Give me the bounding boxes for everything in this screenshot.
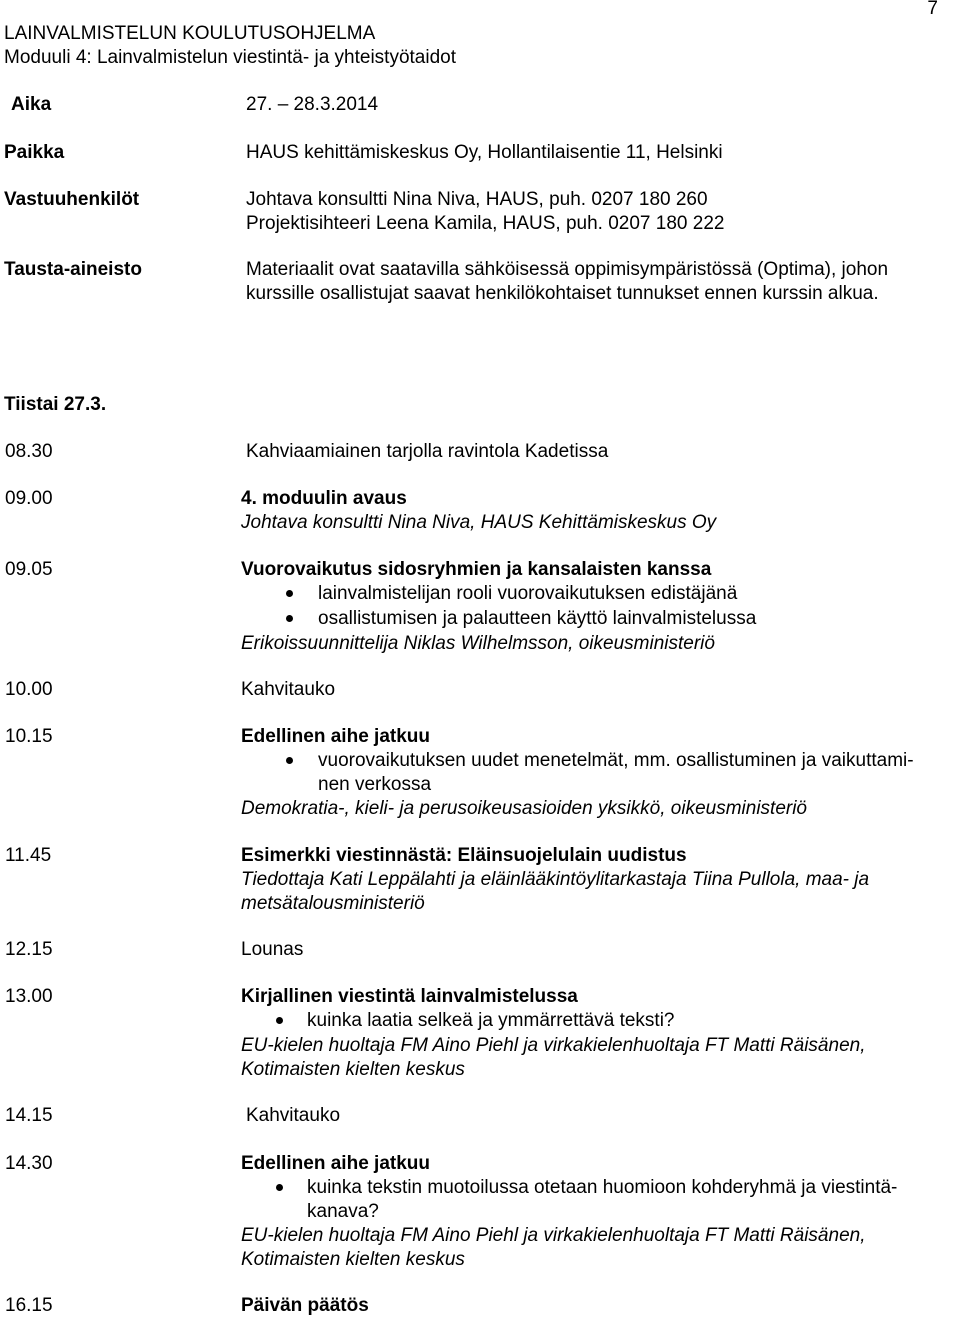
item-1145-speaker-line2: metsätalousministeriö: [241, 893, 425, 914]
time-1000: 10.00: [5, 679, 53, 700]
item-0905-bullet-2: osallistumisen ja palautteen käyttö lainvalmistelussa: [318, 608, 757, 629]
paikka-value: HAUS kehittämiskeskus Oy, Hollantilaisentie 11, Helsinki: [246, 142, 723, 163]
tausta-aineisto-line1: Materiaalit ovat saatavilla sähköisessä oppimisympäristössä (Optima), johon: [246, 259, 889, 280]
bullet-marker: [286, 615, 293, 622]
item-1300-speaker-line1: EU-kielen huoltaja FM Aino Piehl ja virkakielenhuoltaja FT Matti Räisänen,: [241, 1035, 866, 1056]
time-1615: 16.15: [5, 1295, 53, 1316]
page-number: 7: [927, 0, 938, 19]
item-0905-bullet-1: lainvalmistelijan rooli vuorovaikutuksen edistäjänä: [318, 583, 738, 604]
time-0905: 09.05: [5, 559, 53, 580]
bullet-marker: [286, 590, 293, 597]
item-1415-title: Kahvitauko: [246, 1105, 341, 1126]
aika-label: Aika: [11, 94, 52, 115]
bullet-marker: [276, 1184, 283, 1191]
program-title: LAINVALMISTELUN KOULUTUSOHJELMA: [4, 23, 376, 44]
item-0905-speaker: Erikoissuunnittelija Niklas Wilhelmsson, oikeusministeriö: [241, 633, 715, 654]
item-1300-speaker-line2: Kotimaisten kielten keskus: [241, 1059, 465, 1080]
item-1430-speaker-line1: EU-kielen huoltaja FM Aino Piehl ja virkakielenhuoltaja FT Matti Räisänen,: [241, 1225, 866, 1246]
tausta-aineisto-line2: kurssille osallistujat saavat henkilökohtaiset tunnukset ennen kurssin alkua.: [246, 283, 879, 304]
item-1430-speaker-line2: Kotimaisten kielten keskus: [241, 1249, 465, 1270]
item-1615-title: Päivän päätös: [241, 1295, 369, 1316]
tausta-aineisto-label: Tausta-aineisto: [4, 259, 142, 280]
aika-value: 27. – 28.3.2014: [246, 94, 379, 115]
item-1000-title: Kahvitauko: [241, 679, 336, 700]
item-0900-title: 4. moduulin avaus: [241, 488, 407, 509]
time-1215: 12.15: [5, 939, 53, 960]
item-1215-title: Lounas: [241, 939, 304, 960]
paikka-label: Paikka: [4, 142, 65, 163]
item-1145-title: Esimerkki viestinnästä: Eläinsuojelulain uudistus: [241, 845, 687, 866]
item-1015-title: Edellinen aihe jatkuu: [241, 726, 430, 747]
item-0900-speaker: Johtava konsultti Nina Niva, HAUS Kehittämiskeskus Oy: [241, 512, 717, 533]
item-1015-bullet-line2: nen verkossa: [318, 774, 432, 795]
vastuuhenkilot-label: Vastuuhenkilöt: [4, 189, 140, 210]
time-1145: 11.45: [5, 845, 52, 866]
time-0830: 08.30: [5, 441, 53, 462]
item-0905-title: Vuorovaikutus sidosryhmien ja kansalaisten kanssa: [241, 559, 712, 580]
item-1015-speaker: Demokratia-, kieli- ja perusoikeusasioiden yksikkö, oikeusministeriö: [241, 798, 808, 819]
item-1430-title: Edellinen aihe jatkuu: [241, 1153, 430, 1174]
item-1300-title: Kirjallinen viestintä lainvalmistelussa: [241, 986, 578, 1007]
time-1300: 13.00: [5, 986, 53, 1007]
item-1015-bullet-line1: vuorovaikutuksen uudet menetelmät, mm. osallistuminen ja vaikuttami-: [318, 750, 914, 771]
item-0830-title: Kahviaamiainen tarjolla ravintola Kadetissa: [246, 441, 609, 462]
item-1145-speaker-line1: Tiedottaja Kati Leppälahti ja eläinlääkintöylitarkastaja Tiina Pullola, maa- ja: [241, 869, 870, 890]
item-1430-bullet-line2: kanava?: [307, 1201, 379, 1222]
day-heading: Tiistai 27.3.: [4, 394, 107, 415]
item-1430-bullet-line1: kuinka tekstin muotoilussa otetaan huomioon kohderyhmä ja viestintä-: [307, 1177, 898, 1198]
time-1430: 14.30: [5, 1153, 53, 1174]
time-1415: 14.15: [5, 1105, 53, 1126]
time-0900: 09.00: [5, 488, 53, 509]
bullet-marker: [286, 757, 293, 764]
vastuuhenkilot-line2: Projektisihteeri Leena Kamila, HAUS, puh. 0207 180 222: [246, 213, 725, 234]
time-1015: 10.15: [5, 726, 53, 747]
vastuuhenkilot-line1: Johtava konsultti Nina Niva, HAUS, puh. 0207 180 260: [246, 189, 708, 210]
module-title: Moduuli 4: Lainvalmistelun viestintä- ja yhteistyötaidot: [4, 47, 457, 68]
bullet-marker: [276, 1017, 283, 1024]
item-1300-bullet: kuinka laatia selkeä ja ymmärrettävä teksti?: [307, 1010, 675, 1031]
